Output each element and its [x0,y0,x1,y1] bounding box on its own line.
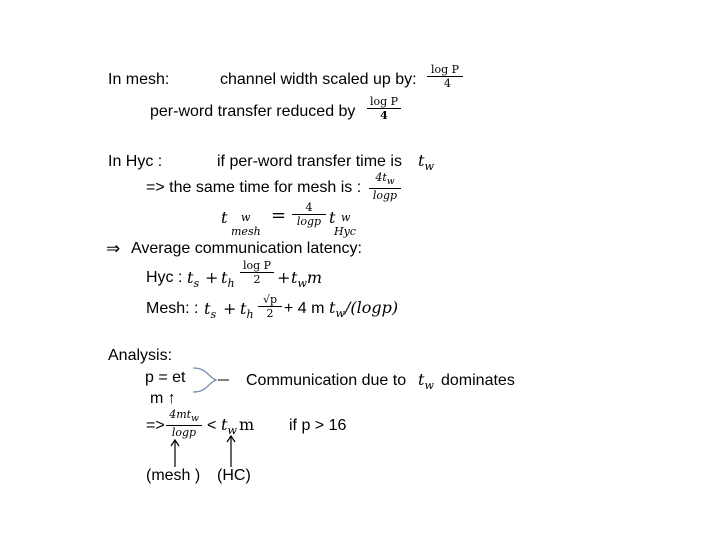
fraction-denominator: logp [372,189,398,203]
fraction-numerator: 4 [292,202,326,215]
communication-tw: $t_w$ [418,370,434,393]
hyc-plus-2: + [277,268,291,287]
fraction-numerator: log P [240,260,274,273]
dominates-text: dominates [441,372,515,389]
fraction-numerator: log P [427,64,463,77]
hyc-ts: $t_s$ [187,268,200,291]
implies-prefix: => [146,417,165,434]
mesh-latency-tail: + 4 m [284,300,325,317]
mesh-latency-label: Mesh: : [146,300,199,317]
p-equals-et: p = et [145,369,186,386]
mesh-ts: $t_s$ [204,299,217,322]
inequality-m: m [239,415,255,434]
equation-w-right: w [341,211,351,224]
inequality-fraction [166,409,202,438]
mesh-label: In mesh: [108,71,170,88]
fraction-numerator: $4mt_w$ [166,409,202,426]
hyc-latency-label: Hyc : [146,269,183,286]
transfer-reduction-fraction [367,96,401,121]
fraction-denominator: 4 [444,77,451,90]
communication-text: Communication due to [246,372,407,389]
hyc-plus-1: + [205,268,219,287]
hyc-th: $t_h$ [221,268,235,291]
hyc-label: In Hyc : [108,153,163,170]
mesh-latency-fraction [258,294,282,319]
mesh-th: $t_h$ [240,299,254,322]
fraction-numerator: $4t_w$ [369,172,401,189]
same-time-fraction [369,172,401,201]
hyc-tw-symbol: $t_w$ [418,151,434,174]
latency-heading: Average communication latency: [131,240,362,257]
equation-mesh-subscript: mesh [231,225,261,238]
inequality-tw: $t_w$ [221,415,237,438]
hyc-condition-text: if per-word transfer time is [217,153,402,170]
hc-caption: (HC) [217,467,251,484]
mesh-plus-1: + [223,299,237,318]
equation-hyc-subscript: Hyc [334,225,356,238]
threshold-condition: if p > 16 [289,417,347,434]
mesh-caption: (mesh ) [146,467,201,484]
hyc-tw-m: $t_wm$ [291,268,323,291]
equation-w-left: w [241,211,251,224]
equation-fraction [292,202,326,227]
mesh-logp-divisor: /(logp) [345,298,399,317]
fraction-denominator: 4 [380,109,388,122]
equation-t-left: t [221,208,228,227]
implies-arrow-icon: ⇒ [106,239,121,258]
m-increases: m ↑ [150,390,176,407]
fraction-denominator: 2 [253,273,261,286]
mesh-tw: $t_w$ [329,298,345,321]
transfer-reduction-text: per-word transfer reduced by [150,103,356,120]
equation-t-right: t [329,208,336,227]
fraction-numerator: log P [367,96,401,109]
fraction-denominator: logp [171,426,197,440]
width-scaling-text: channel width scaled up by: [220,71,417,88]
less-than-sign: < [207,417,217,434]
fraction-denominator: logp [296,215,322,228]
fraction-numerator: √p [258,294,282,307]
equation-equals: = [271,205,287,226]
same-time-text: => the same time for mesh is : [146,179,362,196]
fraction-denominator: 2 [266,307,274,320]
hyc-latency-fraction [240,260,274,285]
width-scaling-fraction [427,64,463,89]
brace-connector [193,368,216,392]
analysis-label: Analysis: [108,347,173,364]
